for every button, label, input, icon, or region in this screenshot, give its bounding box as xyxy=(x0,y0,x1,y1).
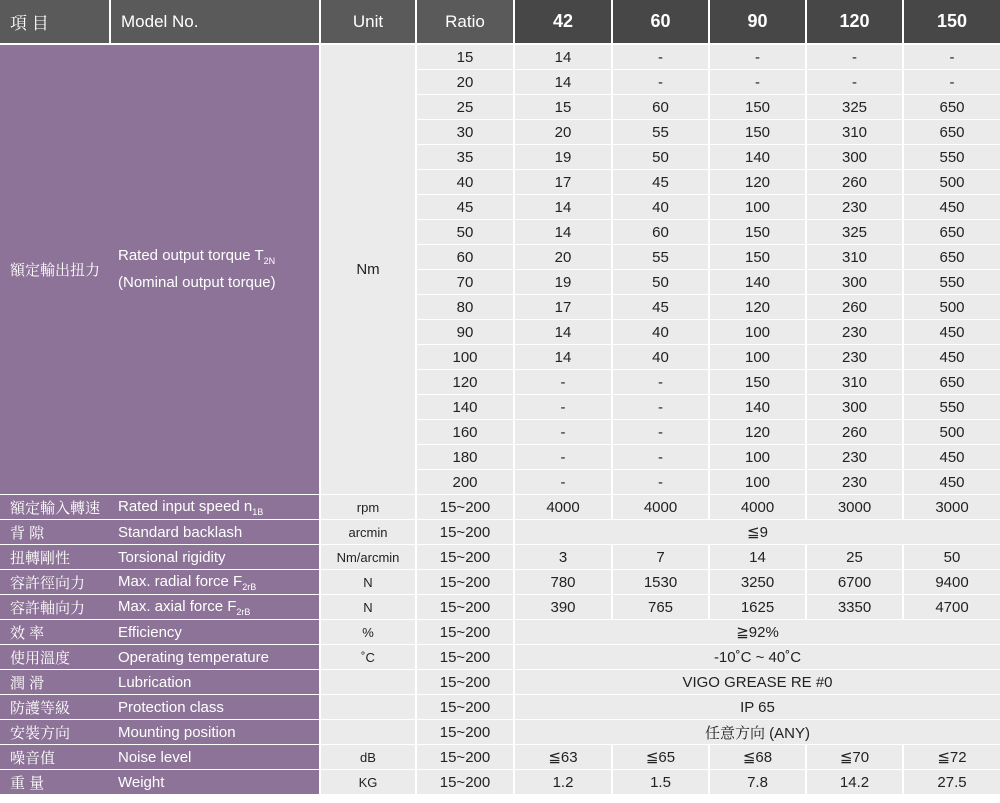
torque-value: 650 xyxy=(903,95,1000,120)
spec-label-en xyxy=(110,670,320,695)
torque-value: - xyxy=(709,44,806,70)
spec-unit: arcmin xyxy=(320,520,416,545)
table-row xyxy=(0,570,1000,595)
spec-label-zh: 噪音值 xyxy=(0,745,110,770)
torque-value: 260 xyxy=(806,170,903,195)
torque-value: 55 xyxy=(612,245,709,270)
spec-value: 4000 xyxy=(709,495,806,520)
spec-unit xyxy=(320,720,416,745)
table-row xyxy=(0,620,1000,645)
torque-value: 20 xyxy=(514,120,612,145)
torque-value: 450 xyxy=(903,320,1000,345)
header-model-150: 150 xyxy=(903,0,1000,44)
torque-value: 19 xyxy=(514,145,612,170)
torque-value: 230 xyxy=(806,320,903,345)
spec-en-sub: 2rB xyxy=(242,581,257,592)
spec-value: 3000 xyxy=(806,495,903,520)
spec-value: 1.5 xyxy=(612,770,709,795)
torque-value: 230 xyxy=(806,470,903,495)
spec-ratio: 15~200 xyxy=(416,520,514,545)
torque-value: - xyxy=(612,420,709,445)
torque-value: 120 xyxy=(709,295,806,320)
torque-value: - xyxy=(514,395,612,420)
spec-value: ≦72 xyxy=(903,745,1000,770)
header-model-42: 42 xyxy=(514,0,612,44)
spec-value: 4000 xyxy=(612,495,709,520)
torque-value: - xyxy=(612,470,709,495)
spec-ratio: 15~200 xyxy=(416,570,514,595)
spec-unit: Nm/arcmin xyxy=(320,545,416,570)
spec-merged-value: ≧92% xyxy=(514,620,1000,645)
torque-value: - xyxy=(903,70,1000,95)
torque-value: 650 xyxy=(903,220,1000,245)
torque-value: 100 xyxy=(709,345,806,370)
torque-value: 14 xyxy=(514,195,612,220)
ratio-cell: 180 xyxy=(416,445,514,470)
header-model-120: 120 xyxy=(806,0,903,44)
spec-value: 3000 xyxy=(903,495,1000,520)
ratio-cell: 30 xyxy=(416,120,514,145)
spec-value: 14.2 xyxy=(806,770,903,795)
spec-label-en xyxy=(110,495,320,520)
header-model-60: 60 xyxy=(612,0,709,44)
table-body xyxy=(0,44,1000,795)
spec-value: 1625 xyxy=(709,595,806,620)
torque-value: 300 xyxy=(806,270,903,295)
spec-en-text: Torsional rigidity xyxy=(118,548,226,566)
spec-value: 27.5 xyxy=(903,770,1000,795)
ratio-cell: 80 xyxy=(416,295,514,320)
torque-value: 550 xyxy=(903,270,1000,295)
torque-value: 20 xyxy=(514,245,612,270)
torque-value: 100 xyxy=(709,320,806,345)
table-row xyxy=(0,44,1000,70)
torque-value: 14 xyxy=(514,220,612,245)
torque-value: 17 xyxy=(514,170,612,195)
table-row xyxy=(0,720,1000,745)
spec-en-sub: 2rB xyxy=(236,606,251,617)
torque-label-en-line1 xyxy=(118,245,319,272)
spec-en-text: Lubrication xyxy=(118,673,192,691)
table-row xyxy=(0,545,1000,570)
spec-label-en xyxy=(110,570,320,595)
spec-label-en xyxy=(110,770,320,795)
torque-value: 500 xyxy=(903,420,1000,445)
spec-value: 50 xyxy=(903,545,1000,570)
ratio-cell: 60 xyxy=(416,245,514,270)
spec-label-zh: 背 隙 xyxy=(0,520,110,545)
spec-label-en xyxy=(110,595,320,620)
torque-value: 45 xyxy=(612,295,709,320)
spec-ratio: 15~200 xyxy=(416,620,514,645)
spec-value: 780 xyxy=(514,570,612,595)
torque-value: 40 xyxy=(612,320,709,345)
spec-label-en xyxy=(110,695,320,720)
torque-label-en xyxy=(110,44,320,495)
table-row xyxy=(0,745,1000,770)
spec-label-zh: 重 量 xyxy=(0,770,110,795)
torque-value: - xyxy=(709,70,806,95)
torque-value: 100 xyxy=(709,195,806,220)
spec-ratio: 15~200 xyxy=(416,670,514,695)
ratio-cell: 90 xyxy=(416,320,514,345)
torque-value: - xyxy=(514,470,612,495)
spec-ratio: 15~200 xyxy=(416,745,514,770)
torque-unit: Nm xyxy=(320,44,416,495)
torque-value: 14 xyxy=(514,44,612,70)
spec-value: 3350 xyxy=(806,595,903,620)
spec-merged-value: IP 65 xyxy=(514,695,1000,720)
spec-value: ≦63 xyxy=(514,745,612,770)
spec-en-text: Efficiency xyxy=(118,623,182,641)
torque-value: 100 xyxy=(709,470,806,495)
spec-en-text: Max. radial force F xyxy=(118,572,243,590)
spec-en-text: Max. axial force F xyxy=(118,597,237,615)
torque-value: 260 xyxy=(806,420,903,445)
spec-ratio: 15~200 xyxy=(416,595,514,620)
torque-value: 140 xyxy=(709,395,806,420)
torque-value: 150 xyxy=(709,370,806,395)
spec-value: ≦68 xyxy=(709,745,806,770)
spec-ratio: 15~200 xyxy=(416,495,514,520)
torque-value: 650 xyxy=(903,120,1000,145)
torque-value: 140 xyxy=(709,145,806,170)
torque-value: 50 xyxy=(612,145,709,170)
spec-merged-value: -10˚C ~ 40˚C xyxy=(514,645,1000,670)
ratio-cell: 140 xyxy=(416,395,514,420)
table-row xyxy=(0,495,1000,520)
torque-value: 450 xyxy=(903,195,1000,220)
torque-value: 150 xyxy=(709,245,806,270)
spec-ratio: 15~200 xyxy=(416,720,514,745)
spec-value: 6700 xyxy=(806,570,903,595)
torque-value: 260 xyxy=(806,295,903,320)
spec-ratio: 15~200 xyxy=(416,545,514,570)
torque-value: 55 xyxy=(612,120,709,145)
spec-value: 1530 xyxy=(612,570,709,595)
header-ratio: Ratio xyxy=(416,0,514,44)
spec-label-zh: 額定輸入轉速 xyxy=(0,495,110,520)
torque-en-text: Rated output torque T xyxy=(118,247,264,264)
torque-value: 550 xyxy=(903,395,1000,420)
torque-label-en-line2: (Nominal output torque) xyxy=(118,274,276,291)
spec-value: 7 xyxy=(612,545,709,570)
torque-value: - xyxy=(806,70,903,95)
spec-value: 765 xyxy=(612,595,709,620)
spec-value: 390 xyxy=(514,595,612,620)
header-model-no: Model No. xyxy=(110,0,320,44)
torque-value: 150 xyxy=(709,120,806,145)
spec-merged-value: ≦9 xyxy=(514,520,1000,545)
spec-value: 3250 xyxy=(709,570,806,595)
torque-value: - xyxy=(514,420,612,445)
torque-value: 40 xyxy=(612,345,709,370)
torque-value: 140 xyxy=(709,270,806,295)
table-row xyxy=(0,645,1000,670)
spec-en-text: Operating temperature xyxy=(118,648,269,666)
spec-ratio: 15~200 xyxy=(416,770,514,795)
spec-en-text: Mounting position xyxy=(118,723,236,741)
spec-label-en xyxy=(110,745,320,770)
spec-value: 3 xyxy=(514,545,612,570)
ratio-cell: 70 xyxy=(416,270,514,295)
spec-unit: N xyxy=(320,595,416,620)
torque-value: 450 xyxy=(903,345,1000,370)
torque-value: 120 xyxy=(709,170,806,195)
spec-ratio: 15~200 xyxy=(416,695,514,720)
spec-en-text: Protection class xyxy=(118,698,224,716)
ratio-cell: 40 xyxy=(416,170,514,195)
torque-value: - xyxy=(612,370,709,395)
torque-value: 14 xyxy=(514,320,612,345)
torque-value: - xyxy=(612,445,709,470)
torque-value: 50 xyxy=(612,270,709,295)
torque-value: 150 xyxy=(709,95,806,120)
spec-label-zh: 潤 滑 xyxy=(0,670,110,695)
ratio-cell: 35 xyxy=(416,145,514,170)
torque-value: 17 xyxy=(514,295,612,320)
spec-label-en xyxy=(110,545,320,570)
spec-unit: dB xyxy=(320,745,416,770)
torque-label-zh: 額定輸出扭力 xyxy=(0,44,110,495)
spec-value: 1.2 xyxy=(514,770,612,795)
torque-value: 230 xyxy=(806,345,903,370)
spec-value: ≦65 xyxy=(612,745,709,770)
spec-value: 7.8 xyxy=(709,770,806,795)
spec-en-sub: 1B xyxy=(252,506,264,517)
torque-en-sub: 2N xyxy=(263,256,276,266)
torque-value: 230 xyxy=(806,195,903,220)
spec-value: ≦70 xyxy=(806,745,903,770)
ratio-cell: 160 xyxy=(416,420,514,445)
torque-value: 325 xyxy=(806,95,903,120)
torque-value: - xyxy=(612,395,709,420)
spec-value: 9400 xyxy=(903,570,1000,595)
spec-unit xyxy=(320,670,416,695)
ratio-cell: 120 xyxy=(416,370,514,395)
torque-value: - xyxy=(514,370,612,395)
spec-label-en xyxy=(110,645,320,670)
spec-label-zh: 防護等級 xyxy=(0,695,110,720)
spec-label-zh: 容許軸向力 xyxy=(0,595,110,620)
torque-value: 120 xyxy=(709,420,806,445)
spec-merged-value: VIGO GREASE RE #0 xyxy=(514,670,1000,695)
table-row xyxy=(0,670,1000,695)
spec-unit: ˚C xyxy=(320,645,416,670)
spec-unit: KG xyxy=(320,770,416,795)
table-row xyxy=(0,520,1000,545)
spec-label-zh: 安裝方向 xyxy=(0,720,110,745)
spec-en-text: Standard backlash xyxy=(118,523,243,541)
header-row xyxy=(0,0,1000,44)
spec-unit: % xyxy=(320,620,416,645)
torque-value: 40 xyxy=(612,195,709,220)
torque-value: 150 xyxy=(709,220,806,245)
spec-ratio: 15~200 xyxy=(416,645,514,670)
torque-value: 450 xyxy=(903,445,1000,470)
torque-value: - xyxy=(806,44,903,70)
header-unit: Unit xyxy=(320,0,416,44)
torque-value: 550 xyxy=(903,145,1000,170)
torque-value: 310 xyxy=(806,370,903,395)
torque-value: 450 xyxy=(903,470,1000,495)
torque-value: - xyxy=(612,44,709,70)
torque-value: 60 xyxy=(612,220,709,245)
spec-en-text: Rated input speed n xyxy=(118,497,253,515)
torque-value: 500 xyxy=(903,170,1000,195)
spec-merged-value: 任意方向 (ANY) xyxy=(514,720,1000,745)
torque-value: 300 xyxy=(806,145,903,170)
torque-value: 650 xyxy=(903,245,1000,270)
spec-label-en xyxy=(110,520,320,545)
torque-value: 14 xyxy=(514,70,612,95)
table-row xyxy=(0,595,1000,620)
spec-value: 4000 xyxy=(514,495,612,520)
spec-label-en xyxy=(110,620,320,645)
torque-value: - xyxy=(903,44,1000,70)
torque-value: 60 xyxy=(612,95,709,120)
torque-value: 650 xyxy=(903,370,1000,395)
spec-label-zh: 效 率 xyxy=(0,620,110,645)
torque-value: 15 xyxy=(514,95,612,120)
spec-en-text: Noise level xyxy=(118,748,192,766)
spec-label-zh: 扭轉剛性 xyxy=(0,545,110,570)
torque-value: 500 xyxy=(903,295,1000,320)
spec-value: 14 xyxy=(709,545,806,570)
torque-value: 310 xyxy=(806,245,903,270)
torque-value: 14 xyxy=(514,345,612,370)
header-item: 項 目 xyxy=(0,0,110,44)
header-model-90: 90 xyxy=(709,0,806,44)
spec-value: 25 xyxy=(806,545,903,570)
spec-value: 4700 xyxy=(903,595,1000,620)
torque-value: 310 xyxy=(806,120,903,145)
ratio-cell: 200 xyxy=(416,470,514,495)
torque-value: 45 xyxy=(612,170,709,195)
ratio-cell: 20 xyxy=(416,70,514,95)
torque-value: 100 xyxy=(709,445,806,470)
ratio-cell: 50 xyxy=(416,220,514,245)
table-row xyxy=(0,770,1000,795)
spec-label-zh: 使用溫度 xyxy=(0,645,110,670)
ratio-cell: 45 xyxy=(416,195,514,220)
torque-value: - xyxy=(612,70,709,95)
torque-value: 19 xyxy=(514,270,612,295)
spec-unit: rpm xyxy=(320,495,416,520)
table-row xyxy=(0,695,1000,720)
ratio-cell: 100 xyxy=(416,345,514,370)
torque-value: 300 xyxy=(806,395,903,420)
ratio-cell: 25 xyxy=(416,95,514,120)
torque-value: 325 xyxy=(806,220,903,245)
torque-value: 230 xyxy=(806,445,903,470)
spec-unit: N xyxy=(320,570,416,595)
torque-value: - xyxy=(514,445,612,470)
spec-unit xyxy=(320,695,416,720)
ratio-cell: 15 xyxy=(416,44,514,70)
spec-label-zh: 容許徑向力 xyxy=(0,570,110,595)
spec-label-en xyxy=(110,720,320,745)
spec-en-text: Weight xyxy=(118,773,165,791)
